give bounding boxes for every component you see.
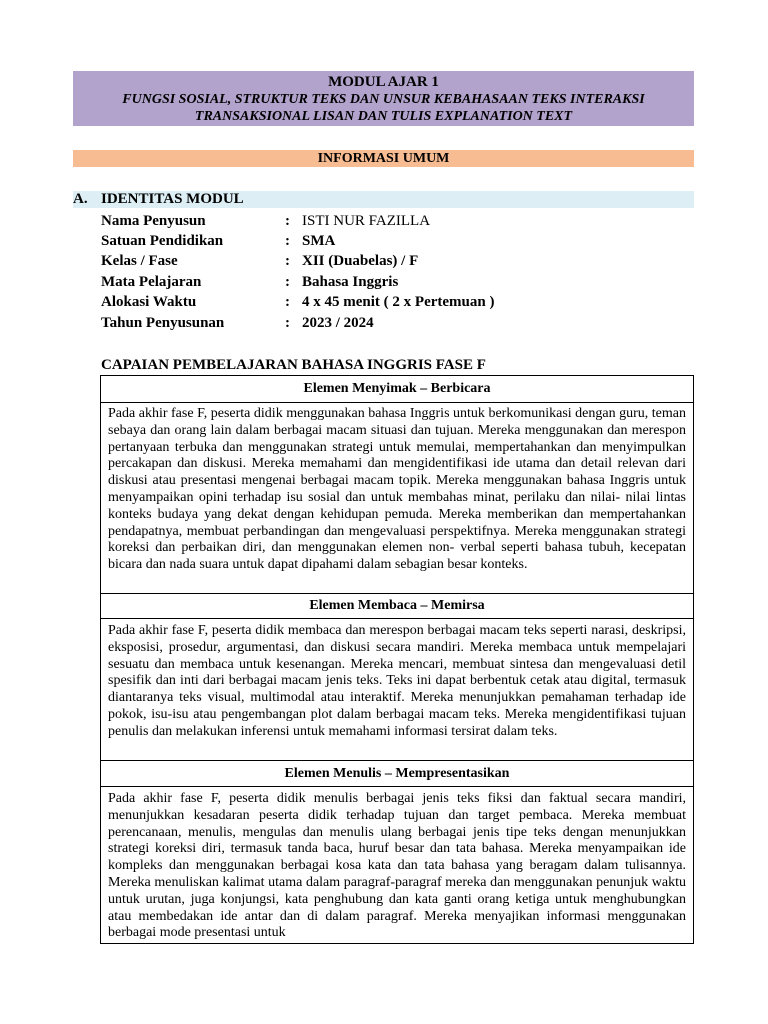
identitas-value: 2023 / 2024 — [302, 315, 374, 331]
identitas-label: Satuan Pendidikan — [101, 233, 224, 249]
identitas-title: IDENTITAS MODUL — [101, 191, 244, 207]
identitas-colon: : — [285, 213, 290, 229]
identitas-value: 4 x 45 menit ( 2 x Pertemuan ) — [302, 294, 495, 310]
identitas-value: Bahasa Inggris — [302, 274, 399, 290]
identitas-colon: : — [285, 233, 290, 249]
module-title-box — [73, 71, 694, 126]
element-body: Pada akhir fase F, peserta didik menulis berbagai jenis teks fiksi dan faktual secara mandiri, menunjukkan kesadaran peserta didik terhadap tujuan dan target pembaca. Mereka membuat perencanaan, menulis, mengulas dan menulis ulang berbagai jenis tipe teks dengan menunjukkan strategi koreksi diri, termasuk tanda baca, huruf besar dan tata bahasa. Mereka menyampaikan ide kompleks dan menggunakan berbagai kosa kata dan tata bahasa yang beragam dalam tulisannya. Mereka menuliskan kalimat utama dalam paragraf-paragraf mereka dan menggunakan penunjuk waktu untuk urutan, juga konjungsi, kata penghubung dan kata ganti orang ketiga untuk menghubungkan atau membedakan ide antar dan di dalam paragraf. Mereka menyajikan informasi menggunakan berbagai mode presentasi untuk — [108, 791, 686, 941]
identitas-value: XII (Duabelas) / F — [302, 253, 419, 269]
module-title: MODUL AJAR 1 — [328, 74, 439, 90]
identitas-label: Alokasi Waktu — [101, 294, 197, 310]
module-subtitle-line2: TRANSAKSIONAL LISAN DAN TULIS EXPLANATION TEXT — [194, 109, 573, 124]
identitas-label: Tahun Penyusunan — [101, 315, 225, 331]
identitas-label: Mata Pelajaran — [101, 274, 202, 290]
identitas-colon: : — [285, 294, 290, 310]
module-subtitle-line1: FUNGSI SOSIAL, STRUKTUR TEKS DAN UNSUR KEBAHASAAN TEKS INTERAKSI — [122, 92, 645, 107]
identitas-value: ISTI NUR FAZILLA — [302, 213, 431, 229]
identitas-heading — [73, 191, 244, 208]
identitas-colon: : — [285, 274, 290, 290]
element-body: Pada akhir fase F, peserta didik membaca dan merespon berbagai macam teks seperti narasi, deskripsi, eksposisi, prosedur, argumentasi, dan diskusi secara mandiri. Mereka membaca untuk mempelajari sesuatu dan membaca untuk kesenangan. Mereka mencari, membuat sintesa dan mengevaluasi detil spesifik dan inti dari berbagai macam jenis teks. Teks ini dapat berbentuk cetak atau digital, termasuk diantaranya teks visual, multimodal atau interaktif. Mereka menunjukkan pemahaman terhadap ide pokok, isu-isu atau pengembangan plot dalam berbagai macam teks. Mereka mengidentifikasi tujuan penulis dan melakukan inferensi untuk memahami informasi tersirat dalam teks. — [108, 623, 686, 739]
element-heading: Elemen Membaca – Memirsa — [101, 594, 693, 619]
capaian-table — [100, 375, 694, 944]
identitas-value: SMA — [302, 233, 336, 249]
section-informasi-umum: INFORMASI UMUM — [73, 150, 694, 167]
element-body: Pada akhir fase F, peserta didik menggunakan bahasa Inggris untuk berkomunikasi dengan guru, teman sebaya dan orang lain dalam berbagai macam situasi dan tujuan. Mereka menggunakan dan merespon pertanyaan terbuka dan menggunakan strategi untuk memulai, mempertahankan dan menyimpulkan percakapan dan diskusi. Mereka memahami dan mengidentifikasi ide utama dan detail relevan dari diskusi atau presentasi mengenai berbagai macam topik. Mereka menggunakan bahasa Inggris untuk menyampaikan opini terhadap isu sosial dan untuk membahas minat, perilaku dan nilai- nilai lintas konteks budaya yang dekat dengan kehidupan pemuda. Mereka memberikan dan mempertahankan pendapatnya, membuat perbandingan dan mengevaluasi perspektifnya. Mereka menggunakan strategi koreksi dan perbaikan diri, dan menggunakan elemen non- verbal seperti bahasa tubuh, kecepatan bicara dan nada suara untuk dapat dipahami dalam sebagian besar konteks. — [108, 406, 686, 573]
element-heading: Elemen Menulis – Mempresentasikan — [101, 761, 693, 787]
identitas-label: Nama Penyusun — [101, 213, 206, 229]
element-heading: Elemen Menyimak – Berbicara — [101, 376, 693, 403]
identitas-colon: : — [285, 315, 290, 331]
capaian-title: CAPAIAN PEMBELAJARAN BAHASA INGGRIS FASE F — [101, 357, 486, 373]
identitas-label: Kelas / Fase — [101, 253, 178, 269]
identitas-number: A. — [73, 191, 88, 207]
identitas-colon: : — [285, 253, 290, 269]
